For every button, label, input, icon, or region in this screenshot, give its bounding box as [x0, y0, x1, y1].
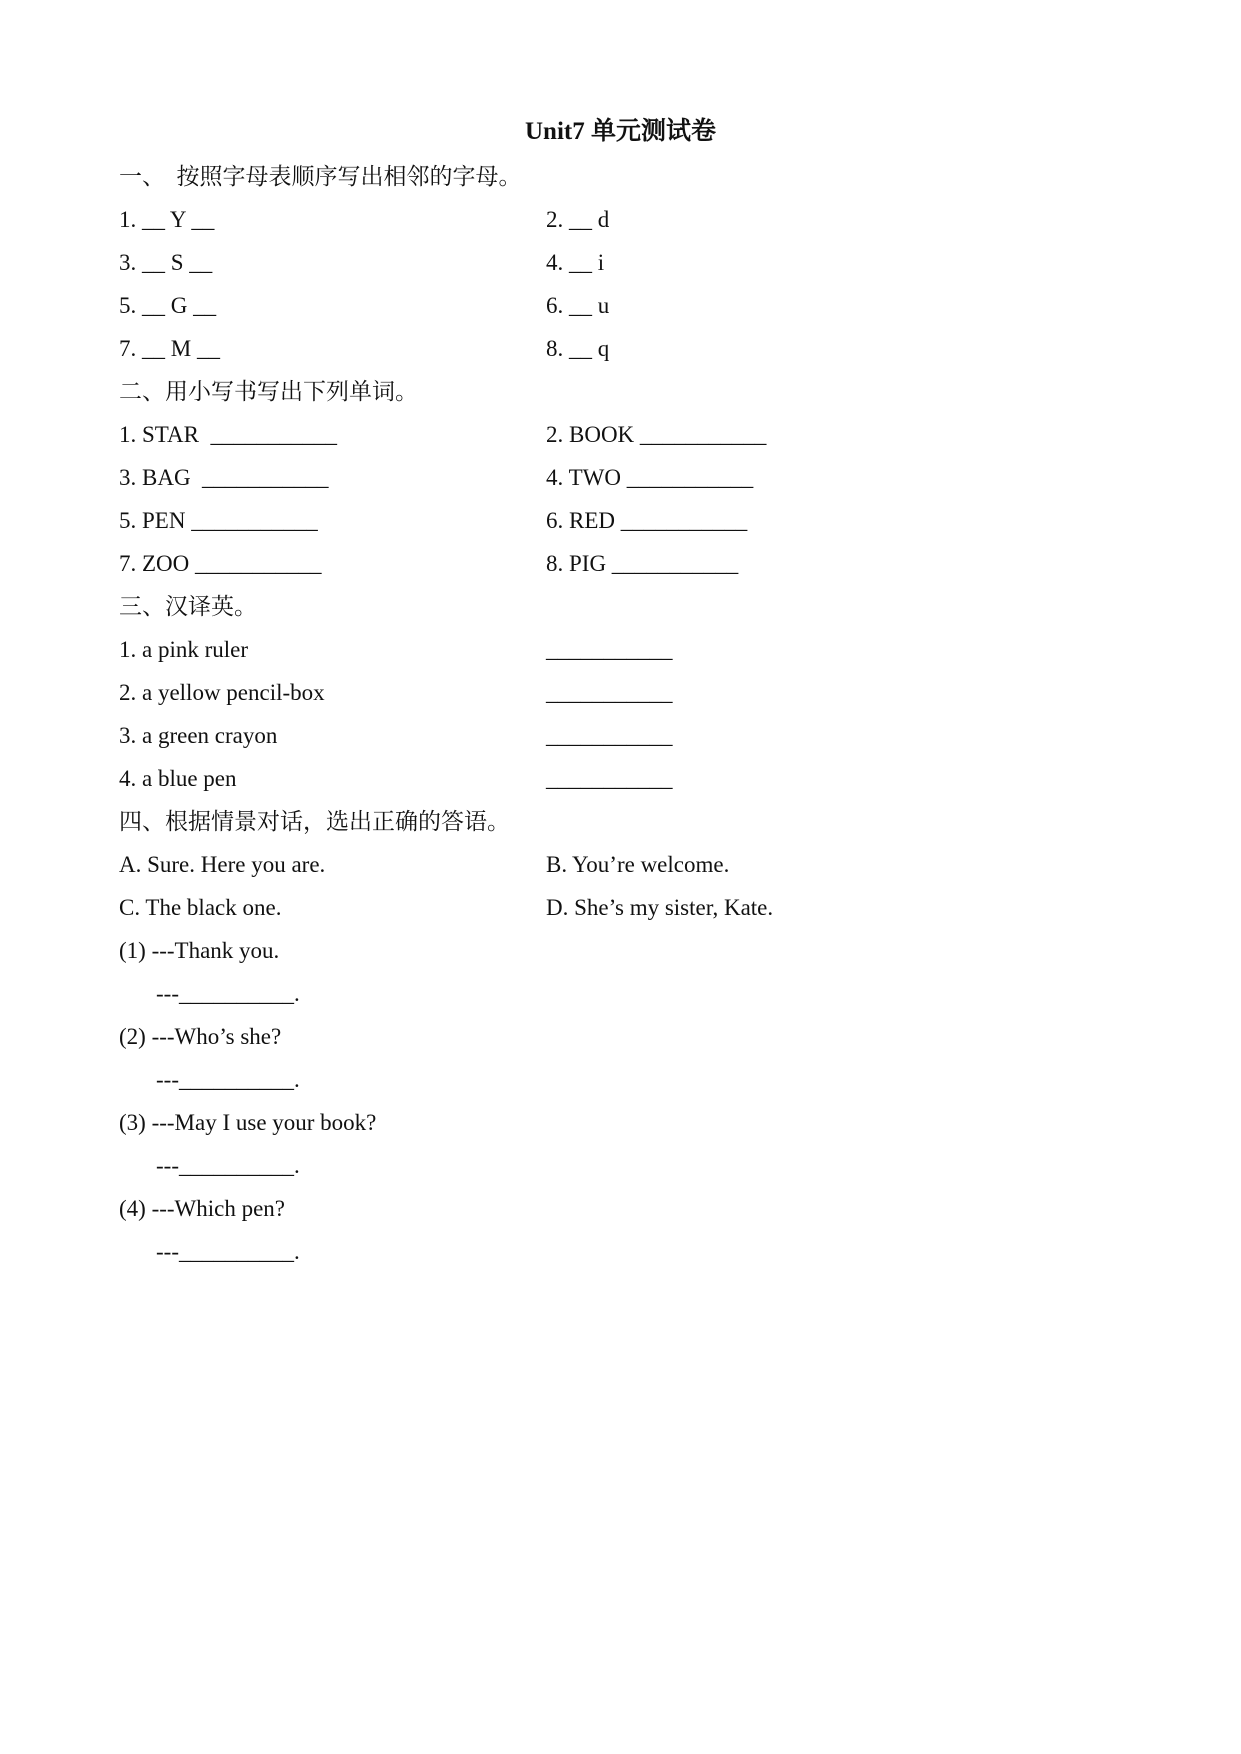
- section1-item-3: 3. __ S __: [119, 250, 213, 275]
- section3-blank-4: ___________: [546, 766, 673, 791]
- section4-answer-3: ---__________.: [156, 1153, 300, 1178]
- section3-blank-2: ___________: [546, 680, 673, 705]
- section2-item-4: 4. TWO ___________: [546, 465, 754, 490]
- section4-answer-1: ---__________.: [156, 981, 300, 1006]
- section4-option-d: D. She’s my sister, Kate.: [546, 895, 774, 920]
- section1-heading: 一、 按照字母表顺序写出相邻的字母。: [119, 164, 522, 189]
- section2-item-5: 5. PEN ___________: [119, 508, 318, 533]
- section2-item-6: 6. RED ___________: [546, 508, 748, 533]
- section1-item-1: 1. __ Y __: [119, 207, 215, 232]
- section1-item-4: 4. __ i: [546, 250, 605, 275]
- section4-question-4: (4) ---Which pen?: [119, 1196, 286, 1221]
- section2-heading: 二、用小写书写出下列单词。: [119, 379, 418, 404]
- section3-item-2: 2. a yellow pencil-box: [119, 680, 325, 705]
- page-title: Unit7 单元测试卷: [525, 118, 716, 145]
- section3-blank-1: ___________: [546, 637, 673, 662]
- section4-option-a: A. Sure. Here you are.: [119, 852, 326, 877]
- section4-option-c: C. The black one.: [119, 895, 282, 920]
- section2-item-2: 2. BOOK ___________: [546, 422, 767, 447]
- section2-item-3: 3. BAG ___________: [119, 465, 329, 490]
- section1-item-6: 6. __ u: [546, 293, 610, 318]
- section4-question-1: (1) ---Thank you.: [119, 938, 280, 963]
- section2-item-8: 8. PIG ___________: [546, 551, 739, 576]
- section2-item-1: 1. STAR ___________: [119, 422, 337, 447]
- section4-answer-2: ---__________.: [156, 1067, 300, 1092]
- section1-item-5: 5. __ G __: [119, 293, 217, 318]
- section1-item-7: 7. __ M __: [119, 336, 220, 361]
- section4-question-3: (3) ---May I use your book?: [119, 1110, 377, 1135]
- section3-item-1: 1. a pink ruler: [119, 637, 249, 662]
- section4-option-b: B. You’re welcome.: [546, 852, 730, 877]
- section2-item-7: 7. ZOO ___________: [119, 551, 322, 576]
- section1-item-8: 8. __ q: [546, 336, 610, 361]
- section4-answer-4: ---__________.: [156, 1239, 300, 1264]
- section1-item-2: 2. __ d: [546, 207, 610, 232]
- section3-heading: 三、汉译英。: [119, 594, 257, 619]
- section3-item-4: 4. a blue pen: [119, 766, 237, 791]
- section4-question-2: (2) ---Who’s she?: [119, 1024, 282, 1049]
- section4-heading: 四、根据情景对话，选出正确的答语。: [119, 809, 510, 834]
- section3-blank-3: ___________: [546, 723, 673, 748]
- section3-item-3: 3. a green crayon: [119, 723, 278, 748]
